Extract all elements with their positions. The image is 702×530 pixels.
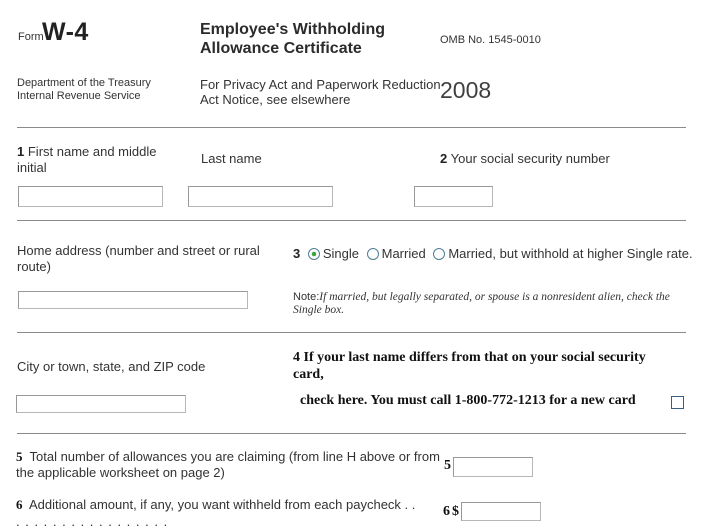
line6-right-number: 6 (443, 504, 450, 519)
married-radio-label: Married (381, 246, 426, 261)
form-year: 2008 (440, 77, 492, 103)
divider-row3 (17, 433, 686, 434)
form-title: Employee's Withholding Allowance Certificate (200, 21, 385, 57)
privacy-notice: For Privacy Act and Paperwork Reduction Act Notice, see elsewhere (200, 77, 441, 107)
line5-text-body: Total number of allowances you are claiming (from line H above or from the applicable worksheet on page 2) (16, 449, 440, 480)
note-body: If married, but legally separated, or spouse is a nonresident alien, check the Single box. (293, 291, 670, 316)
additional-amount-input[interactable] (461, 502, 541, 521)
line6-dot-leaders: . . . . . . . . . . . . . . . . . (16, 514, 169, 529)
form-word: Form (18, 31, 44, 43)
ssn-label-text: Your social security number (450, 151, 610, 166)
line6-text (16, 497, 456, 513)
city-input[interactable] (16, 395, 186, 413)
agency-line1: Department of the Treasury (17, 77, 151, 89)
marital-status-group (293, 245, 695, 262)
single-radio[interactable] (308, 248, 320, 260)
home-address-label: Home address (number and street or rural route) (17, 243, 260, 274)
married-higher-rate-radio[interactable] (433, 248, 445, 260)
line5-number: 5 (16, 449, 23, 464)
line4-text (293, 349, 665, 383)
city-label: City or town, state, and ZIP code (17, 359, 206, 374)
dollar-sign: $ (452, 504, 459, 519)
ssn-input[interactable] (414, 186, 493, 207)
line4-checkbox[interactable] (671, 396, 684, 409)
first-name-label (17, 144, 179, 176)
line4-number: 4 (293, 350, 300, 365)
ssn-label (440, 151, 610, 167)
form-number: W-4 (42, 18, 89, 46)
line4-text-part1: If your last name differs from that on your social security card, (293, 350, 646, 382)
line3-number: 3 (293, 246, 301, 261)
home-address-input[interactable] (18, 291, 248, 309)
married-radio[interactable] (367, 248, 379, 260)
agency-line2: Internal Revenue Service (17, 90, 141, 102)
last-name-label: Last name (201, 151, 262, 166)
line1-number: 1 (17, 144, 25, 159)
first-name-input[interactable] (18, 186, 163, 207)
last-name-input[interactable] (188, 186, 333, 207)
single-radio-label: Single (322, 246, 359, 261)
married-higher-rate-radio-label: Married, but withhold at higher Single rate. (448, 246, 693, 261)
divider-row1 (17, 220, 686, 221)
omb-number: OMB No. 1545-0010 (440, 34, 541, 46)
note-word: Note: (293, 291, 320, 303)
marital-note (293, 291, 685, 317)
line6-number: 6 (16, 497, 23, 512)
agency-name (17, 77, 177, 103)
line5-text (16, 449, 444, 481)
divider-row2 (17, 332, 686, 333)
line2-number: 2 (440, 151, 448, 166)
line6-text-body: Additional amount, if any, you want withheld from each paycheck . . (29, 497, 416, 512)
allowances-input[interactable] (453, 457, 533, 477)
divider-header (17, 127, 686, 128)
line4-check-text: check here. You must call 1-800-772-1213 for a new card (300, 393, 636, 408)
line5-right-number: 5 (444, 458, 451, 473)
first-name-label-text: First name and middle initial (17, 144, 157, 175)
